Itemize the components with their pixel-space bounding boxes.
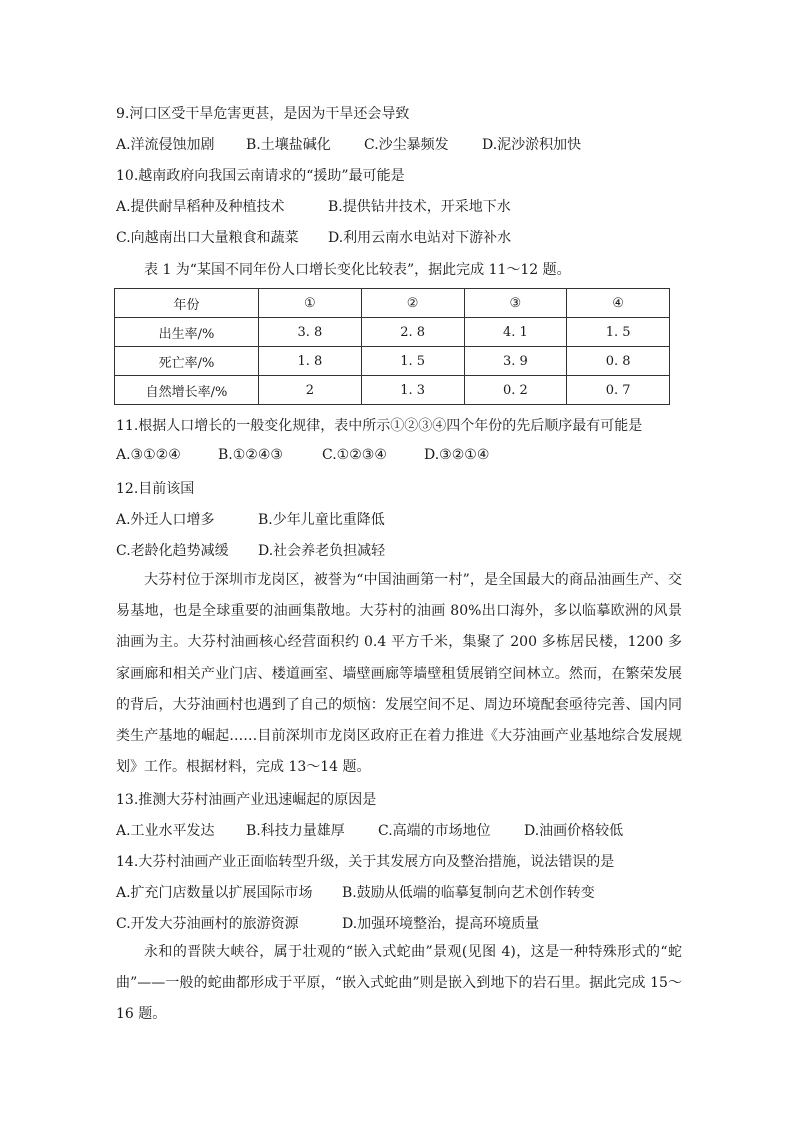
- table-header-cell: 年份: [115, 289, 259, 318]
- table-cell: 1. 5: [361, 347, 464, 376]
- q12-stem: 12.目前该国: [116, 481, 195, 497]
- passage-dafen: 大芬村位于深圳市龙岗区，被誉为“中国油画第一村”，是全国最大的商品油画生产、交易基地，也是全球重要的油画集散地。大芬村的油画 80%出口海外，多以临摹欧洲的风景油画为主。大芬村油画核心经营面积约 0.4 平方千米，集聚了 200 多栋居民楼，1200 多家画廊和相关产业门店、楼道画室、墙壁画廊等墙壁租赁展销空间林立。然而，在繁荣发展的背后，大芬油画村也遇到了自己的烦恼：发展空间不足、周边环境配套亟待完善、国内同类生产基地的崛起……目前深圳市龙岗区政府正在着力推进《大芬油画产业基地综合发展规划》工作。根据材料，完成 13～14 题。: [116, 572, 682, 776]
- q10-option-a: A.提供耐旱稻种及种植技术: [116, 199, 285, 215]
- table-row: [115, 318, 670, 347]
- q14-stem: 14.大芬村油画产业正面临转型升级，关于其发展方向及整治措施，说法错误的是: [116, 854, 615, 870]
- q9-option-c: C.沙尘暴频发: [364, 137, 449, 153]
- table-header-cell: ④: [567, 289, 670, 318]
- q13-option-b: B.科技力量雄厚: [246, 823, 345, 839]
- q13-stem: 13.推测大芬村油画产业迅速崛起的原因是: [116, 792, 377, 808]
- table-cell: 3. 8: [259, 318, 362, 347]
- q10-option-b: B.提供钻井技术，开采地下水: [328, 199, 511, 215]
- table-cell: 0. 7: [567, 376, 670, 405]
- table-row-label: 自然增长率/%: [115, 376, 259, 405]
- q9-option-a: A.洋流侵蚀加剧: [116, 137, 215, 153]
- q9-option-b: B.土壤盐碱化: [246, 137, 331, 153]
- table-cell: 1. 3: [361, 376, 464, 405]
- q9-option-d: D.泥沙淤积加快: [482, 137, 582, 153]
- population-table: [114, 288, 670, 405]
- table-cell: 4. 1: [464, 318, 567, 347]
- q14-option-d: D.加强环境整治，提高环境质量: [342, 916, 540, 932]
- q13-option-d: D.油画价格较低: [524, 823, 624, 839]
- table-cell: 2: [259, 376, 362, 405]
- q11-option-b: B.①②④③: [218, 447, 283, 463]
- q12-option-a: A.外迁人口增多: [116, 512, 215, 528]
- q12-option-c: C.老龄化趋势减缓: [116, 543, 229, 559]
- q14-option-a: A.扩充门店数量以扩展国际市场: [116, 885, 313, 901]
- q12-option-d: D.社会养老负担减轻: [258, 543, 386, 559]
- table-cell: 0. 2: [464, 376, 567, 405]
- table-row: [115, 347, 670, 376]
- q14-option-c: C.开发大芬油画村的旅游资源: [116, 916, 299, 932]
- table-cell: 2. 8: [361, 318, 464, 347]
- table-header-cell: ②: [361, 289, 464, 318]
- q12-option-b: B.少年儿童比重降低: [258, 512, 385, 528]
- table-row-label: 出生率/%: [115, 318, 259, 347]
- q14-option-b: B.鼓励从低端的临摹复制向艺术创作转变: [342, 885, 595, 901]
- q10-option-d: D.利用云南水电站对下游补水: [328, 230, 512, 246]
- q11-stem: 11.根据人口增长的一般变化规律，表中所示①②③④四个年份的先后顺序最有可能是: [116, 418, 643, 434]
- q10-stem: 10.越南政府向我国云南请求的“援助”最可能是: [116, 168, 405, 184]
- table-cell: 1. 5: [567, 318, 670, 347]
- q13-option-a: A.工业水平发达: [116, 823, 215, 839]
- q11-option-d: D.③②①④: [424, 447, 490, 463]
- table-row-label: 死亡率/%: [115, 347, 259, 376]
- passage-canyon: 永和的晋陕大峡谷，属于壮观的“嵌入式蛇曲”景观(见图 4)，这是一种特殊形式的“蛇曲”——一般的蛇曲都形成于平原，“嵌入式蛇曲”则是嵌入到地下的岩石里。据此完成 15～16 题。: [116, 944, 682, 1023]
- q11-option-a: A.③①②④: [116, 447, 181, 463]
- q10-option-c: C.向越南出口大量粮食和蔬菜: [116, 230, 299, 246]
- table-row: [115, 376, 670, 405]
- q9-stem: 9.河口区受干旱危害更甚，是因为干旱还会导致: [116, 106, 410, 122]
- table-cell: 1. 8: [259, 347, 362, 376]
- table-intro: 表 1 为“某国不同年份人口增长变化比较表”，据此完成 11～12 题。: [144, 262, 571, 278]
- q11-option-c: C.①②③④: [322, 447, 387, 463]
- table-cell: 0. 8: [567, 347, 670, 376]
- table-header-cell: ③: [464, 289, 567, 318]
- table-cell: 3. 9: [464, 347, 567, 376]
- table-header-row: [115, 289, 670, 318]
- q13-option-c: C.高端的市场地位: [378, 823, 491, 839]
- table-header-cell: ①: [259, 289, 362, 318]
